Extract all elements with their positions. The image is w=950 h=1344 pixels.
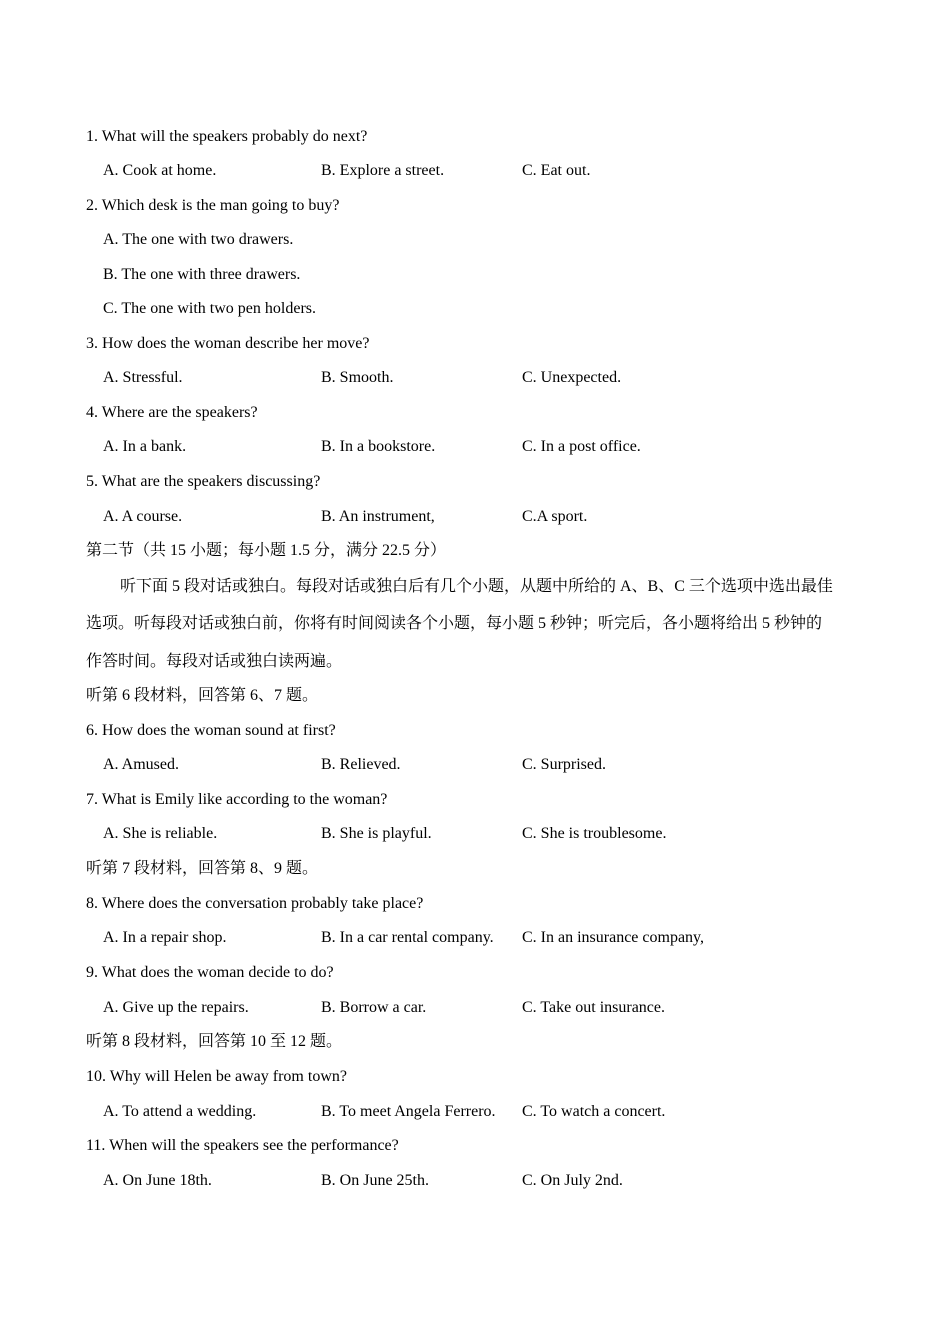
option-b: B. The one with three drawers.: [103, 266, 301, 283]
option-c: C. In a post office.: [522, 438, 641, 455]
question-10-stem: 10. Why will Helen be away from town?: [86, 1068, 347, 1085]
option-a: A. On June 18th.: [103, 1172, 212, 1189]
option-c: C. Take out insurance.: [522, 999, 665, 1016]
option-b: B. On June 25th.: [321, 1172, 429, 1189]
question-7-options: [0, 824, 950, 844]
question-4-stem: 4. Where are the speakers?: [86, 404, 258, 421]
question-10-options: [0, 1102, 950, 1122]
option-b: B. Smooth.: [321, 369, 394, 386]
option-a: A. In a bank.: [103, 438, 187, 455]
material-8-heading: 听第 8 段材料，回答第 10 至 12 题。: [86, 1033, 343, 1050]
option-c: C. In an insurance company,: [522, 929, 705, 946]
option-a: A. Give up the repairs.: [103, 999, 249, 1016]
section-heading: 第二节（共 15 小题；每小题 1.5 分，满分 22.5 分）: [86, 542, 447, 559]
option-c: C.A sport.: [522, 508, 588, 525]
option-b: B. Borrow a car.: [321, 999, 427, 1016]
instructions-line-1: 听下面 5 段对话或独白。每段对话或独白后有几个小题，从题中所给的 A、B、C 三个选项中选出最佳: [120, 578, 833, 595]
question-9-stem: 9. What does the woman decide to do?: [86, 964, 334, 981]
instructions-line-3: 作答时间。每段对话或独白读两遍。: [86, 653, 343, 670]
option-a: A. To attend a wedding.: [103, 1103, 257, 1120]
question-9-options: [0, 998, 950, 1018]
option-b: B. An instrument,: [321, 508, 435, 525]
option-b: B. In a car rental company.: [321, 929, 494, 946]
question-4-options: [0, 437, 950, 457]
question-1-stem: 1. What will the speakers probably do next?: [86, 128, 368, 145]
option-b: B. In a bookstore.: [321, 438, 436, 455]
question-8-stem: 8. Where does the conversation probably take place?: [86, 895, 424, 912]
option-c: C. On July 2nd.: [522, 1172, 623, 1189]
question-5-stem: 5. What are the speakers discussing?: [86, 473, 321, 490]
option-b: B. She is playful.: [321, 825, 432, 842]
question-3-options: [0, 368, 950, 388]
question-3-stem: 3. How does the woman describe her move?: [86, 335, 370, 352]
option-b: B. To meet Angela Ferrero.: [321, 1103, 496, 1120]
material-7-heading: 听第 7 段材料，回答第 8、9 题。: [86, 860, 319, 877]
question-5-options: [0, 507, 950, 527]
option-a: A. She is reliable.: [103, 825, 218, 842]
question-1-options: [0, 161, 950, 181]
option-a: A. A course.: [103, 508, 183, 525]
question-7-stem: 7. What is Emily like according to the woman?: [86, 791, 388, 808]
question-6-stem: 6. How does the woman sound at first?: [86, 722, 336, 739]
option-a: A. Amused.: [103, 756, 179, 773]
option-a: A. Stressful.: [103, 369, 183, 386]
question-11-stem: 11. When will the speakers see the performance?: [86, 1137, 399, 1154]
material-6-heading: 听第 6 段材料，回答第 6、7 题。: [86, 687, 319, 704]
question-11-options: [0, 1171, 950, 1191]
instructions-line-2: 选项。听每段对话或独白前，你将有时间阅读各个小题，每小题 5 秒钟；听完后，各小题将给出 5 秒钟的: [86, 615, 823, 632]
question-2-stem: 2. Which desk is the man going to buy?: [86, 197, 340, 214]
option-a: A. The one with two drawers.: [103, 231, 294, 248]
option-c: C. Surprised.: [522, 756, 606, 773]
option-c: C. Eat out.: [522, 162, 591, 179]
option-c: C. The one with two pen holders.: [103, 300, 317, 317]
question-6-options: [0, 755, 950, 775]
option-c: C. To watch a concert.: [522, 1103, 666, 1120]
option-a: A. In a repair shop.: [103, 929, 227, 946]
option-c: C. She is troublesome.: [522, 825, 667, 842]
option-c: C. Unexpected.: [522, 369, 622, 386]
question-8-options: [0, 928, 950, 948]
option-a: A. Cook at home.: [103, 162, 217, 179]
option-b: B. Relieved.: [321, 756, 401, 773]
option-b: B. Explore a street.: [321, 162, 445, 179]
